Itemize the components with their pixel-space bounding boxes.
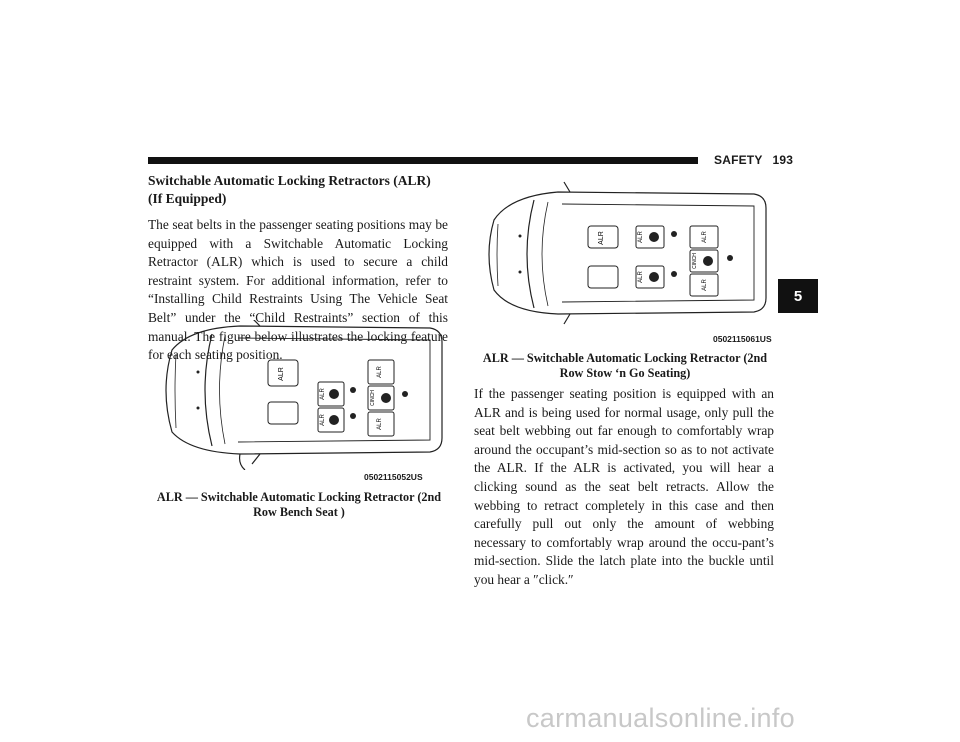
figure-code: 0502115052US bbox=[364, 472, 423, 482]
alr-label: ALR bbox=[278, 367, 285, 381]
alr-label-a: ALR bbox=[320, 388, 326, 400]
alr-label-d: ALR bbox=[377, 418, 383, 430]
cinch-label: CINCH bbox=[692, 253, 698, 269]
figure-caption: ALR — Switchable Automatic Locking Retractor (2nd Row Bench Seat ) bbox=[156, 490, 442, 519]
section-heading: Switchable Automatic Locking Retractors (ALR) (If Equipped) bbox=[148, 173, 431, 206]
figure-caption: ALR — Switchable Automatic Locking Retractor (2nd Row Stow ‘n Go Seating) bbox=[482, 351, 768, 380]
child-seat-icons bbox=[350, 387, 408, 419]
page-number: 193 bbox=[772, 153, 794, 167]
alr-label: ALR bbox=[598, 231, 605, 245]
alr-label-c: ALR bbox=[702, 231, 708, 243]
cinch-label: CINCH bbox=[370, 390, 376, 406]
car-roof-details bbox=[197, 371, 200, 410]
running-header bbox=[704, 153, 793, 167]
stow-n-go-diagram bbox=[478, 180, 774, 332]
header-section: SAFETY bbox=[714, 153, 763, 167]
intro-paragraph: The seat belts in the passenger seating positions may be equipped with a Switchable Automatic Locking Retractor (ALR) which is used to secure a child restraint system. For additional information, refer to “Installing Child Restraints Using The Vehicle Seat Belt” under the “Child Restraints” section of this manual. The figure below illustrates the locking feature for each seating position. bbox=[148, 217, 448, 363]
bench-seat-diagram bbox=[150, 320, 450, 470]
alr-label-c: ALR bbox=[377, 366, 383, 378]
header-rule bbox=[148, 157, 698, 164]
watermark: carmanualsonline.info bbox=[526, 703, 795, 733]
alr-label-b: ALR bbox=[638, 271, 644, 283]
alr-label-b: ALR bbox=[320, 414, 326, 426]
chapter-tab: 5 bbox=[778, 279, 818, 313]
alr-label-d: ALR bbox=[702, 279, 708, 291]
right-column bbox=[474, 385, 774, 590]
alr-label-a: ALR bbox=[638, 231, 644, 243]
alr-paragraph: If the passenger seating position is equipped with an ALR and is being used for normal usage, only pull the seat belt webbing out far enough to comfortably wrap around the occupant’s mid-section so as to not activate the ALR. If the ALR is activated, you will hear a clicking sound as the seat belt retracts. Allow the webbing to retract completely in this case and then carefully pull out only the amount of webbing necessary to comfortably wrap around the occu-pant’s mid-section. Slide the latch plate into the buckle until you hear a ″click.″ bbox=[474, 386, 774, 587]
figure-code: 0502115061US bbox=[713, 334, 772, 344]
